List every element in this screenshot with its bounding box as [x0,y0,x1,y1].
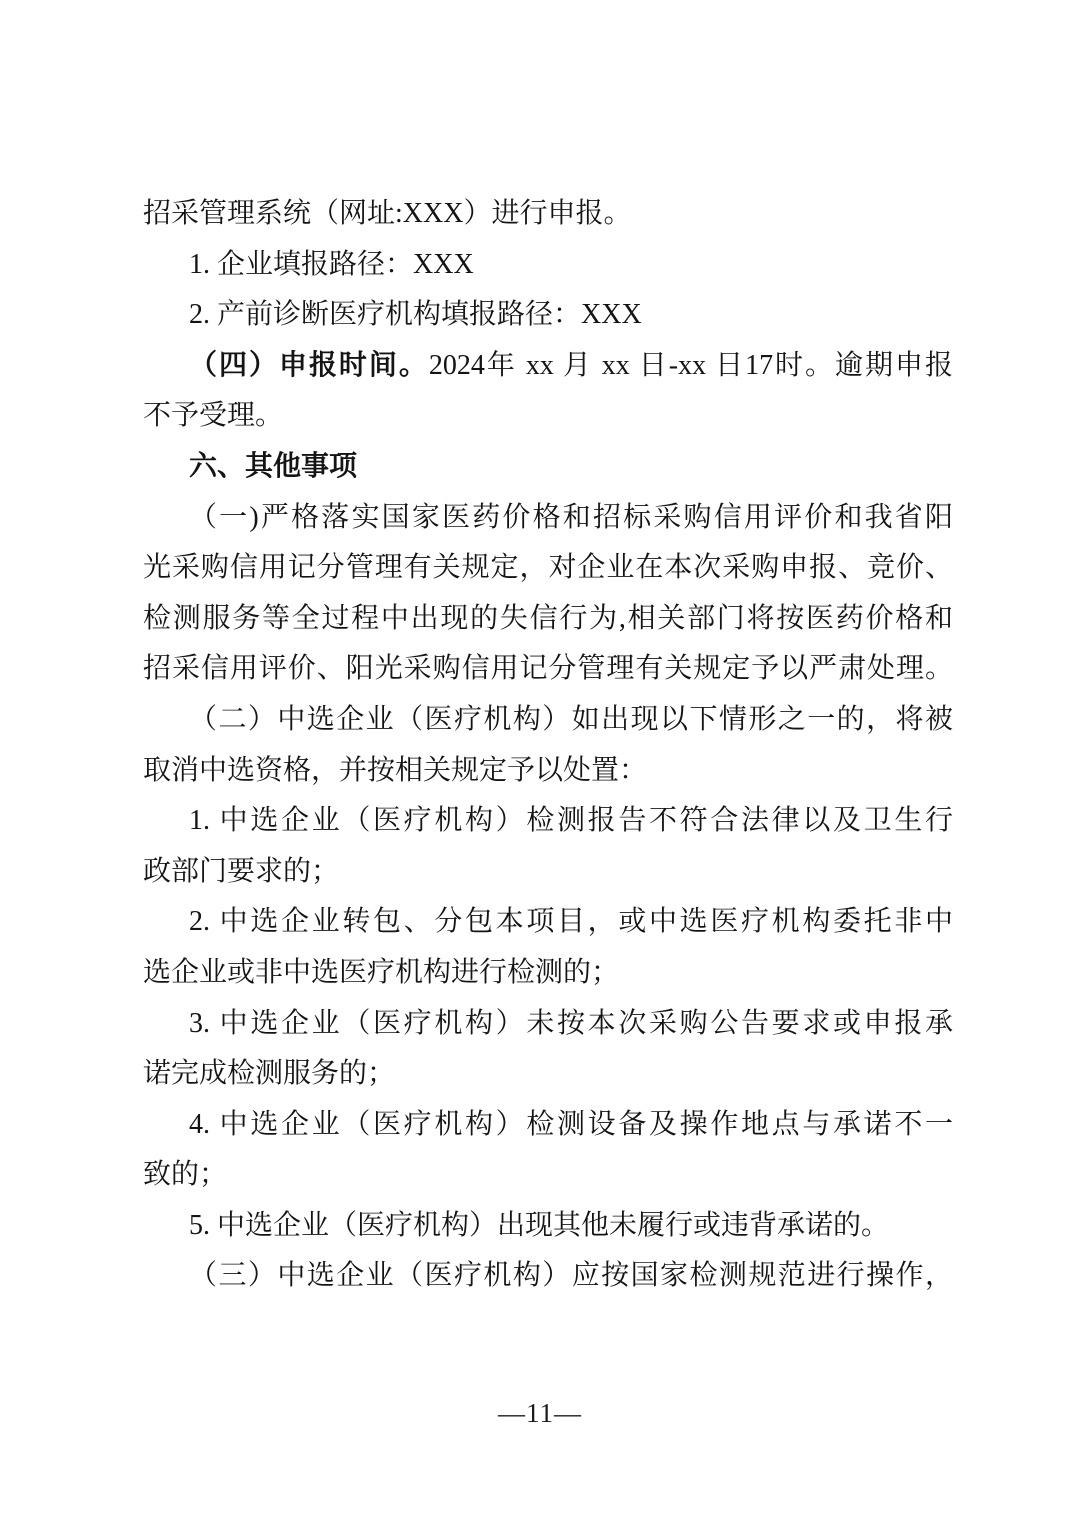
paragraph-line: 光采购信用记分管理有关规定，对企业在本次采购申报、竞价、 [143,552,953,584]
list-item-line: 4. 中选企业（医疗机构）检测设备及操作地点与承诺不一 [189,1108,953,1140]
paragraph-line: 诺完成检测服务的； [143,1058,396,1090]
paragraph-line: 致的； [143,1159,228,1191]
paragraph-line: （一)严格落实国家医药价格和招标采购信用评价和我省阳 [189,501,953,533]
line-text: 2024年 xx 月 xx 日-xx 日17时。逾期申报 [428,349,953,381]
paragraph-line: 不予受理。 [143,400,284,432]
paragraph-line: 取消中选资格，并按相关规定予以处置： [143,754,648,786]
paragraph-line: （三）中选企业（医疗机构）应按国家检测规范进行操作， [189,1260,953,1292]
list-item-line: 5. 中选企业（医疗机构）出现其他未履行或违背承诺的。 [189,1209,890,1241]
bold-label: （四）申报时间。 [189,349,429,381]
list-item-line: 2. 中选企业转包、分包本项目，或中选医疗机构委托非中 [189,906,953,938]
page-number: —11— [498,1398,582,1428]
paragraph-line [143,341,953,392]
paragraph-line: （二）中选企业（医疗机构）如出现以下情形之一的，将被 [189,703,953,735]
list-item-line: 1. 企业填报路径：XXX [189,248,474,280]
paragraph-line: 选企业或非中选医疗机构进行检测的； [143,956,620,988]
paragraph-line: 招采信用评价、阳光采购信用记分管理有关规定予以严肃处理。 [143,653,953,685]
paragraph-line: 检测服务等全过程中出现的失信行为,相关部门将按医药价格和 [143,602,953,634]
list-item-line: 1. 中选企业（医疗机构）检测报告不符合法律以及卫生行 [189,805,953,837]
list-item-line: 3. 中选企业（医疗机构）未按本次采购公告要求或申报承 [189,1007,953,1039]
list-item-line: 2. 产前诊断医疗机构填报路径：XXX [189,299,642,331]
paragraph-line: 招采管理系统（网址:XXX）进行申报。 [143,198,632,229]
document-body [143,189,953,1302]
section-heading: 六、其他事项 [189,450,358,482]
paragraph-line: 政部门要求的； [143,855,340,887]
